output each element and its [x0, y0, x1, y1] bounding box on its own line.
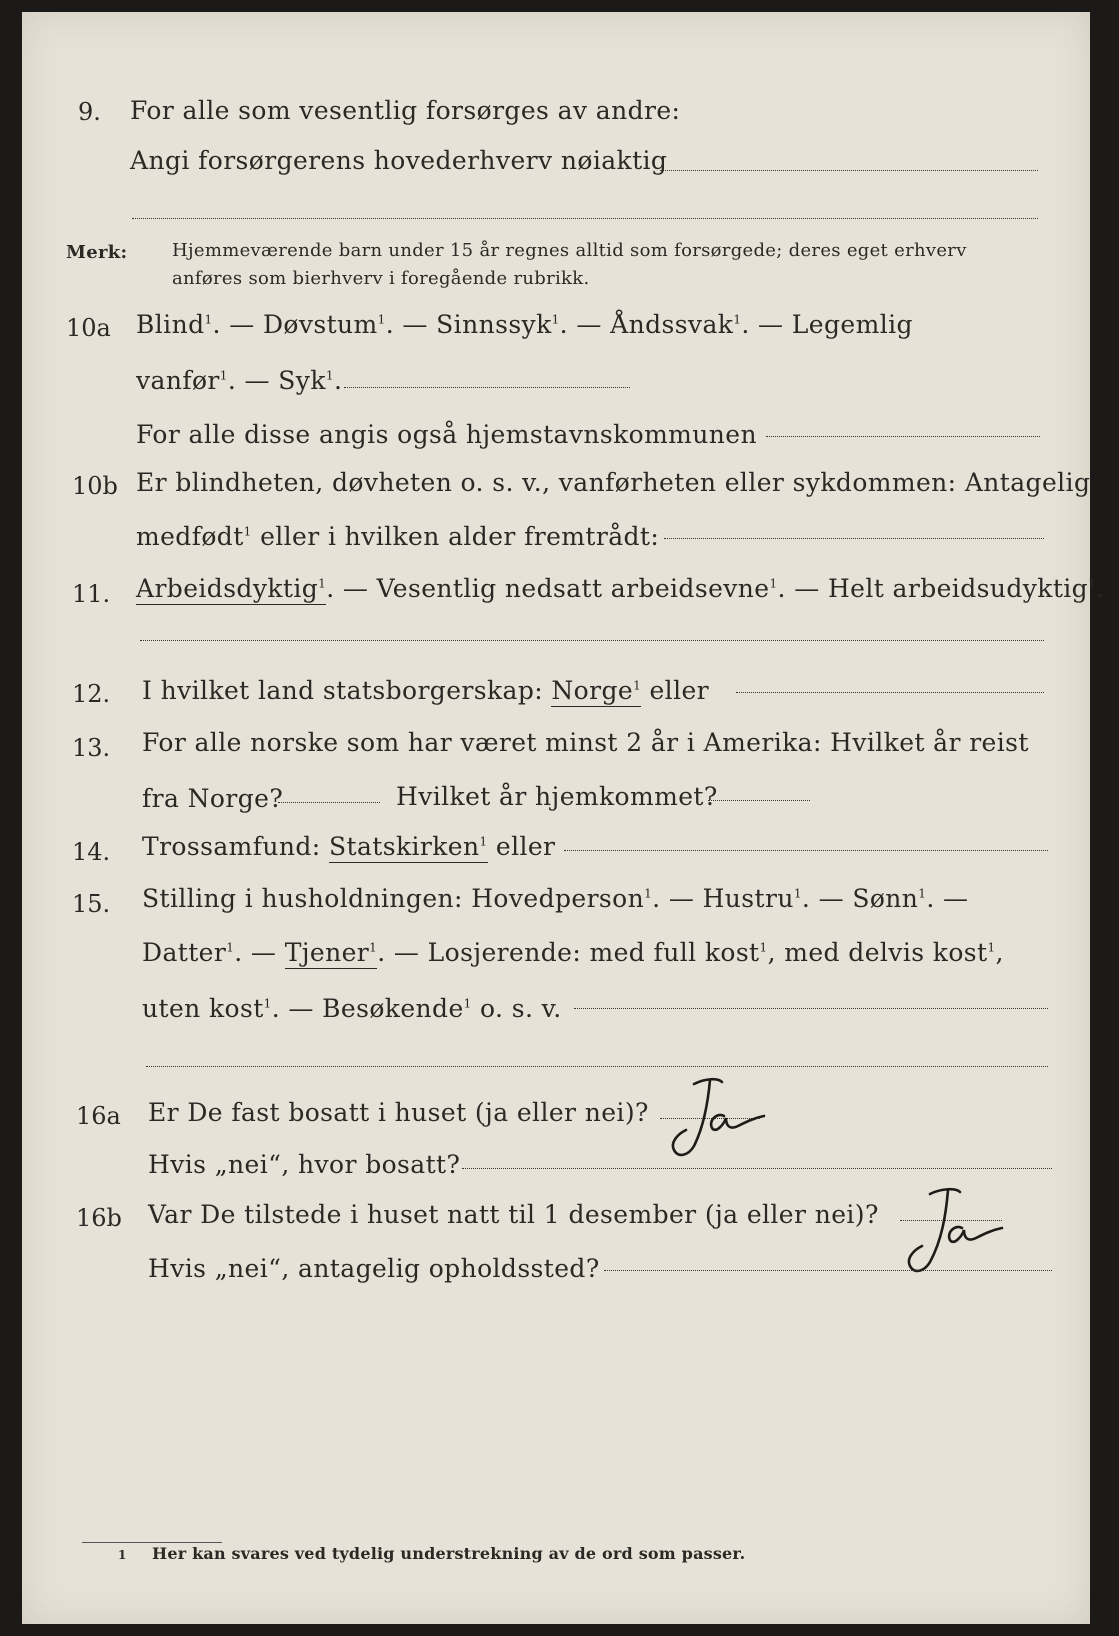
q10a-number: 10a	[66, 314, 111, 342]
q10a-text-line1: Blind$^1$. — Døvstum$^1$. — Sinnssyk$^1$. — Åndssvak$^1$. — Legemlig	[136, 310, 913, 339]
q15-text-line2: Datter$^1$. — Tjener$^1$. — Losjerende: med full kost$^1$, med delvis kost$^1$,	[142, 938, 1004, 967]
q16a-residence-line	[462, 1168, 1052, 1169]
q15-number: 15.	[72, 890, 111, 918]
q10a-text-line2: vanfør$^1$. — Syk$^1$.	[136, 366, 343, 395]
q16a-text-line2: Hvis „nei“, hvor bosatt?	[148, 1150, 461, 1179]
q10b-text-line1: Er blindheten, døvheten o. s. v., vanførheten eller sykdommen: Antagelig	[136, 468, 1091, 497]
q9-answer-line-2	[132, 218, 1038, 219]
footnote-rule	[82, 1542, 222, 1543]
q13-text-line1: For alle norske som har været minst 2 år i Amerika: Hvilket år reist	[142, 728, 1029, 757]
q11-text: Arbeidsdyktig$^1$. — Vesentlig nedsatt arbeidsevne$^1$. — Helt arbeidsudyktig$^1$.	[136, 574, 1105, 603]
q16a-text-line1: Er De fast bosatt i huset (ja eller nei)?	[148, 1098, 649, 1127]
q16b-number: 16b	[76, 1204, 122, 1232]
q13-text-line2a: fra Norge?	[142, 784, 284, 813]
q15-text-line3: uten kost$^1$. — Besøkende$^1$ o. s. v.	[142, 994, 562, 1023]
q9-text-line2: Angi forsørgerens hovederhverv nøiaktig	[130, 146, 668, 175]
q12-answer-line	[736, 692, 1044, 693]
q12-text: I hvilket land statsborgerskap: Norge$^1$ eller	[142, 676, 710, 705]
q10b-text-line2: medfødt$^1$ eller i hvilken alder fremtrådt:	[136, 522, 660, 551]
q16a-number: 16a	[76, 1102, 121, 1130]
q14-number: 14.	[72, 838, 111, 866]
q13-number: 13.	[72, 734, 111, 762]
q12-number: 12.	[72, 680, 111, 708]
merk-label: Merk:	[66, 242, 128, 263]
q13-text-line2b: Hvilket år hjemkommet?	[396, 782, 718, 811]
q16b-text-line2: Hvis „nei“, antagelig opholdssted?	[148, 1254, 600, 1283]
q13-year-returned-line	[708, 800, 810, 801]
footnote-marker: 1	[118, 1548, 127, 1562]
merk-text-line2: anføres som bierhverv i foregående rubrikk.	[172, 268, 590, 289]
q15-answer-line	[574, 1008, 1048, 1009]
q16a-handwritten-answer	[664, 1072, 774, 1164]
q10a-text-line3: For alle disse angis også hjemstavnskommunen	[136, 420, 757, 449]
q11-answer-line	[140, 640, 1044, 641]
q16b-text-line1: Var De tilstede i huset natt til 1 desember (ja eller nei)?	[148, 1200, 879, 1229]
q14-answer-line	[564, 850, 1048, 851]
q10b-number: 10b	[72, 472, 118, 500]
q13-year-left-line	[278, 802, 380, 803]
q10b-answer-line	[664, 538, 1044, 539]
q14-text: Trossamfund: Statskirken$^1$ eller	[142, 832, 556, 861]
q10a-kommune-line	[766, 436, 1040, 437]
q16b-location-line	[604, 1270, 1052, 1271]
q15-answer-line-2	[146, 1066, 1048, 1067]
q15-text-line1: Stilling i husholdningen: Hovedperson$^1$. — Hustru$^1$. — Sønn$^1$. —	[142, 884, 969, 913]
q16b-handwritten-answer	[898, 1182, 1014, 1282]
q9-text-line1: For alle som vesentlig forsørges av andre:	[130, 96, 681, 125]
q10a-answer-line	[344, 387, 630, 388]
q9-answer-line	[660, 170, 1038, 171]
footnote-text: Her kan svares ved tydelig understrekning av de ord som passer.	[152, 1544, 746, 1563]
q11-number: 11.	[72, 580, 111, 608]
q9-number: 9.	[78, 98, 101, 126]
merk-text-line1: Hjemmeværende barn under 15 år regnes alltid som forsørgede; deres eget erhverv	[172, 240, 967, 261]
